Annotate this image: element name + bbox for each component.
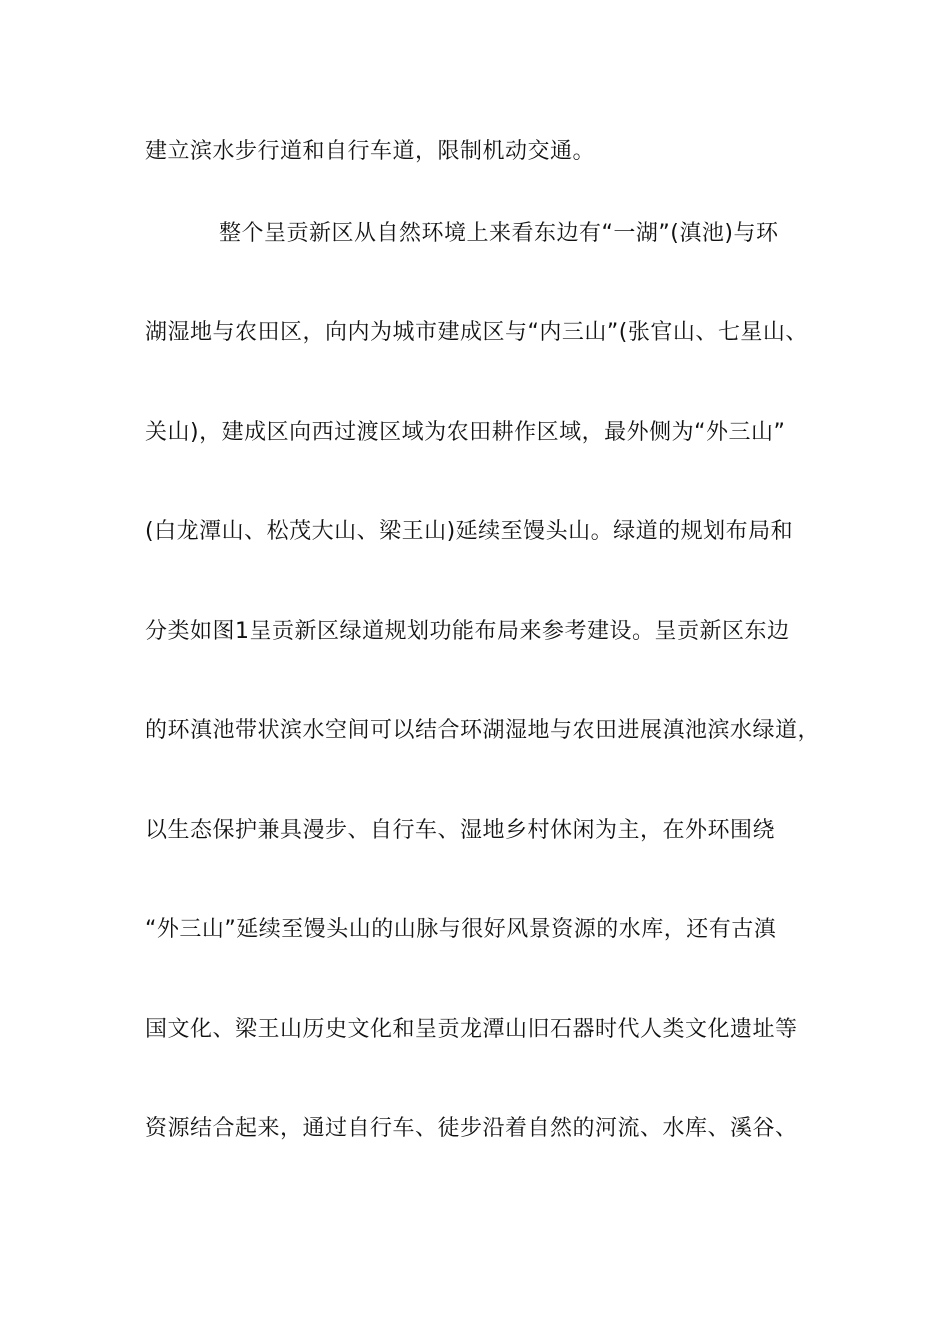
paragraph-first-line: 整个呈贡新区从自然环境上来看东边有“一湖”(滇池)与环 [219,221,779,246]
text-line: 以生态保护兼具漫步、自行车、湿地乡村休闲为主，在外环围绕 [145,818,776,843]
text-line: 分类如图1呈贡新区绿道规划功能布局来参考建设。呈贡新区东边 [145,619,790,644]
text-line: 关山)，建成区向西过渡区域为农田耕作区域，最外侧为“外三山” [145,420,786,445]
text-line: 湖湿地与农田区，向内为城市建成区与“内三山”(张官山、七星山、 [145,320,808,345]
text-line: (白龙潭山、松茂大山、梁王山)延续至馒头山。绿道的规划布局和 [145,519,794,544]
text-line: 的环滇池带状滨水空间可以结合环湖湿地与农田进展滇池滨水绿道， [145,718,821,743]
text-line: “外三山”延续至馒头山的山脉与很好风景资源的水库，还有古滇 [145,917,777,942]
text-line: 资源结合起来，通过自行车、徒步沿着自然的河流、水库、溪谷、 [145,1116,798,1141]
text-line: 建立滨水步行道和自行车道，限制机动交通。 [145,139,596,164]
text-line: 国文化、梁王山历史文化和呈贡龙潭山旧石器时代人类文化遗址等 [145,1017,798,1042]
